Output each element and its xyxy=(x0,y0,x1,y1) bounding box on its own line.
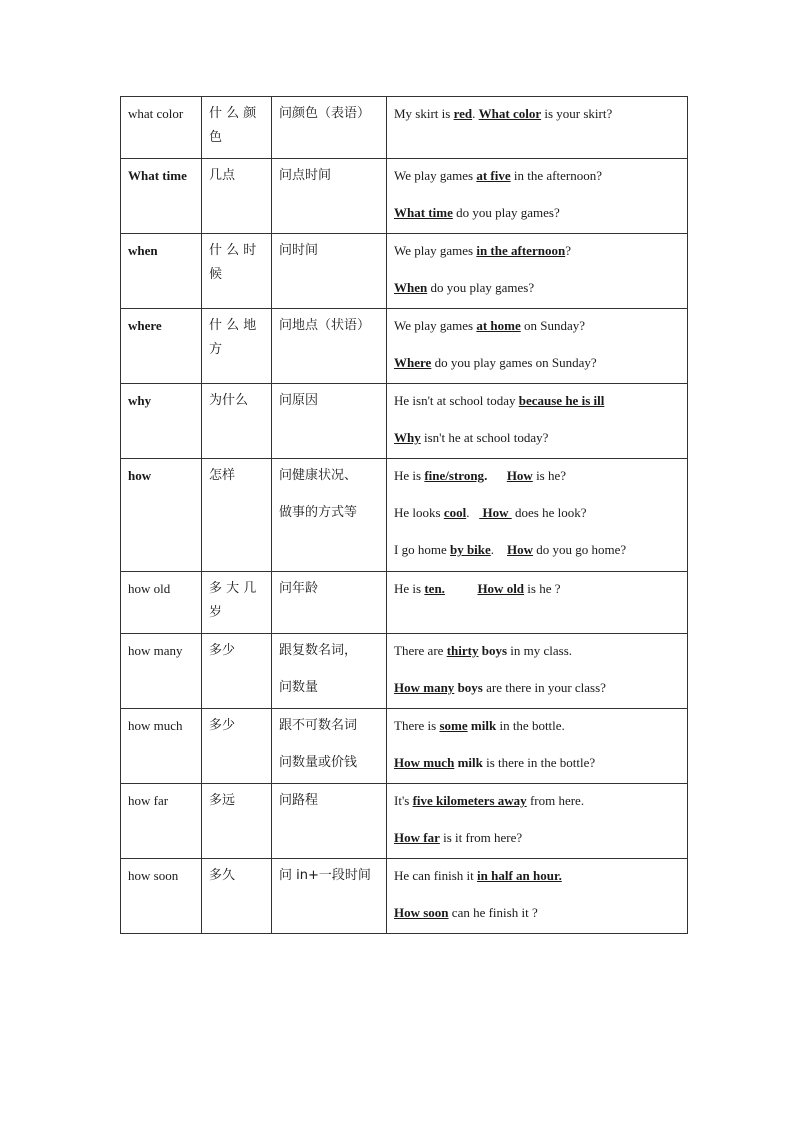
table-row xyxy=(121,309,688,384)
example-sentence xyxy=(394,826,681,850)
table-body xyxy=(121,97,688,934)
table-row xyxy=(121,234,688,309)
answer-highlight: some xyxy=(439,718,468,733)
sentence-text: He can finish it xyxy=(394,868,478,883)
sentence-text: in the bottle. xyxy=(496,718,565,733)
bold-word: milk xyxy=(467,718,497,733)
sentence-text: We play games xyxy=(394,243,477,258)
example-sentence xyxy=(394,314,681,338)
table-row xyxy=(121,634,688,709)
answer-highlight: thirty xyxy=(446,643,479,658)
usage-text: 问地点（状语） xyxy=(279,318,371,333)
table-row xyxy=(121,784,688,859)
usage-cell xyxy=(272,784,387,859)
bold-word: boys xyxy=(478,643,508,658)
example-sentence xyxy=(394,901,681,925)
example-sentence xyxy=(394,538,681,562)
table-row xyxy=(121,159,688,234)
question-word: What time xyxy=(128,168,187,183)
question-word-cell xyxy=(121,384,202,459)
usage-cell xyxy=(272,634,387,709)
chinese-meaning: 多远 xyxy=(209,793,236,808)
example-cell xyxy=(387,709,688,784)
sentence-text: is there in the bottle? xyxy=(482,755,596,770)
sentence-text: He looks xyxy=(394,505,444,520)
usage-cell xyxy=(272,572,387,634)
usage-cell xyxy=(272,234,387,309)
table-row xyxy=(121,572,688,634)
sentence-text: are there in your class? xyxy=(482,680,606,695)
example-cell xyxy=(387,784,688,859)
sentence-text: . xyxy=(472,106,479,121)
sentence-text: . xyxy=(490,542,508,557)
chinese-meaning: 多 大 几 xyxy=(209,581,257,596)
answer-highlight: in the afternoon xyxy=(476,243,566,258)
usage-cell xyxy=(272,459,387,572)
example-sentence xyxy=(394,239,681,263)
example-sentence xyxy=(394,676,681,700)
example-cell xyxy=(387,572,688,634)
question-word: how much xyxy=(128,718,183,733)
chinese-meaning: 多少 xyxy=(209,643,236,658)
chinese-meaning-cell xyxy=(202,234,272,309)
answer-highlight: cool xyxy=(443,505,467,520)
question-word-cell xyxy=(121,634,202,709)
bold-word: . xyxy=(484,468,488,483)
answer-highlight: Where xyxy=(394,355,432,370)
chinese-meaning: 多久 xyxy=(209,868,236,883)
chinese-meaning-cell xyxy=(202,859,272,934)
chinese-meaning: 岁 xyxy=(209,605,223,620)
sentence-text: He isn't at school today xyxy=(394,393,519,408)
table-row xyxy=(121,859,688,934)
usage-cell xyxy=(272,709,387,784)
answer-highlight: How xyxy=(507,542,534,557)
question-word-cell xyxy=(121,709,202,784)
example-cell xyxy=(387,159,688,234)
bold-word: milk xyxy=(454,755,483,770)
answer-highlight: because he is ill xyxy=(518,393,605,408)
example-sentence xyxy=(394,714,681,738)
example-cell xyxy=(387,459,688,572)
usage-text: 问年龄 xyxy=(279,581,319,596)
sentence-text: isn't he at school today? xyxy=(420,430,549,445)
sentence-text: is he ? xyxy=(524,581,561,596)
usage-cell xyxy=(272,859,387,934)
example-sentence xyxy=(394,639,681,663)
example-sentence xyxy=(394,351,681,375)
sentence-text: We play games xyxy=(394,318,477,333)
question-word-cell xyxy=(121,159,202,234)
example-sentence xyxy=(394,426,681,450)
example-cell xyxy=(387,634,688,709)
sentence-text: . xyxy=(466,505,480,520)
sentence-text: He is xyxy=(394,581,425,596)
line-gap xyxy=(279,488,380,501)
chinese-meaning: 什 么 地 xyxy=(209,318,257,333)
example-sentence xyxy=(394,864,681,888)
answer-highlight: five kilometers away xyxy=(412,793,527,808)
line-gap xyxy=(394,738,681,751)
chinese-meaning-cell xyxy=(202,459,272,572)
answer-highlight: What color xyxy=(478,106,542,121)
bold-word: boys xyxy=(454,680,483,695)
usage-cell xyxy=(272,159,387,234)
sentence-text: do you play games on Sunday? xyxy=(431,355,597,370)
chinese-meaning-cell xyxy=(202,634,272,709)
usage-text: 问 in+一段时间 xyxy=(279,868,371,883)
answer-highlight: How many xyxy=(394,680,455,695)
line-gap xyxy=(394,413,681,426)
sentence-text: There is xyxy=(394,718,440,733)
example-sentence xyxy=(394,501,681,525)
sentence-text: is your skirt? xyxy=(541,106,613,121)
sentence-text: I go home xyxy=(394,542,450,557)
sentence-text: from here. xyxy=(526,793,585,808)
chinese-meaning-cell xyxy=(202,97,272,159)
usage-cell xyxy=(272,97,387,159)
chinese-meaning: 方 xyxy=(209,342,223,357)
question-word-cell xyxy=(121,234,202,309)
line-gap xyxy=(394,813,681,826)
answer-highlight: When xyxy=(394,280,428,295)
example-sentence xyxy=(394,789,681,813)
sentence-text: in my class. xyxy=(507,643,573,658)
sentence-text: is it from here? xyxy=(439,830,523,845)
chinese-meaning-cell xyxy=(202,309,272,384)
sentence-text xyxy=(445,581,478,596)
example-cell xyxy=(387,97,688,159)
chinese-meaning: 几点 xyxy=(209,168,236,183)
usage-cell xyxy=(272,309,387,384)
answer-highlight: How xyxy=(506,468,533,483)
chinese-meaning-cell xyxy=(202,159,272,234)
answer-highlight: by bike xyxy=(449,542,491,557)
sentence-text: do you go home? xyxy=(533,542,627,557)
question-word-cell xyxy=(121,309,202,384)
usage-text: 问颜色（表语） xyxy=(279,106,371,121)
sentence-text xyxy=(487,468,507,483)
question-word: why xyxy=(128,393,152,408)
answer-highlight: How far xyxy=(394,830,440,845)
chinese-meaning-cell xyxy=(202,384,272,459)
chinese-meaning: 什 么 颜 xyxy=(209,106,257,121)
line-gap xyxy=(394,888,681,901)
chinese-meaning: 什 么 时 xyxy=(209,243,257,258)
sentence-text: ? xyxy=(565,243,571,258)
line-gap xyxy=(279,663,380,676)
example-sentence xyxy=(394,102,681,126)
question-word-cell xyxy=(121,97,202,159)
answer-highlight: in half an hour. xyxy=(477,868,562,883)
line-gap xyxy=(394,188,681,201)
table-row xyxy=(121,384,688,459)
question-word: where xyxy=(128,318,162,333)
answer-highlight: How xyxy=(479,505,512,520)
example-sentence xyxy=(394,464,681,488)
sentence-text: does he look? xyxy=(511,505,587,520)
question-word: how many xyxy=(128,643,183,658)
question-word: how old xyxy=(128,581,171,596)
line-gap xyxy=(394,525,681,538)
example-sentence xyxy=(394,389,681,413)
sentence-text: do you play games? xyxy=(452,205,560,220)
example-sentence xyxy=(394,577,681,601)
sentence-text: We play games xyxy=(394,168,477,183)
usage-text: 问时间 xyxy=(279,243,319,258)
question-word-table xyxy=(120,96,688,934)
usage-text: 跟不可数名词 xyxy=(279,718,358,733)
example-sentence xyxy=(394,164,681,188)
answer-highlight: at home xyxy=(476,318,521,333)
sentence-text: My skirt is xyxy=(394,106,454,121)
chinese-meaning: 多少 xyxy=(209,718,236,733)
question-word: how soon xyxy=(128,868,179,883)
line-gap xyxy=(394,338,681,351)
sentence-text: on Sunday? xyxy=(520,318,586,333)
question-word: how far xyxy=(128,793,169,808)
answer-highlight: What time xyxy=(394,205,453,220)
table-row xyxy=(121,709,688,784)
example-cell xyxy=(387,234,688,309)
answer-highlight: at five xyxy=(476,168,511,183)
question-word: what color xyxy=(128,106,184,121)
usage-text: 跟复数名词， xyxy=(279,643,358,658)
usage-text: 问数量 xyxy=(279,680,319,695)
question-word-cell xyxy=(121,784,202,859)
sentence-text: He is xyxy=(394,468,425,483)
sentence-text: There are xyxy=(394,643,447,658)
sentence-text: It's xyxy=(394,793,413,808)
answer-highlight: red xyxy=(453,106,473,121)
table-row xyxy=(121,97,688,159)
question-word: when xyxy=(128,243,158,258)
answer-highlight: How old xyxy=(477,581,525,596)
usage-text: 问健康状况、 xyxy=(279,468,358,483)
example-sentence xyxy=(394,276,681,300)
line-gap xyxy=(394,663,681,676)
example-cell xyxy=(387,859,688,934)
answer-highlight: fine/strong xyxy=(424,468,485,483)
sentence-text: can he finish it ? xyxy=(448,905,538,920)
line-gap xyxy=(279,738,380,751)
chinese-meaning: 色 xyxy=(209,130,223,145)
usage-cell xyxy=(272,384,387,459)
usage-text: 做事的方式等 xyxy=(279,505,358,520)
answer-highlight: How soon xyxy=(394,905,449,920)
usage-text: 问点时间 xyxy=(279,168,332,183)
sentence-text: in the afternoon? xyxy=(510,168,602,183)
sentence-text: do you play games? xyxy=(427,280,535,295)
chinese-meaning-cell xyxy=(202,572,272,634)
question-word-cell xyxy=(121,572,202,634)
example-sentence xyxy=(394,201,681,225)
usage-text: 问数量或价钱 xyxy=(279,755,358,770)
sentence-text: is he? xyxy=(532,468,567,483)
line-gap xyxy=(394,488,681,501)
table-row xyxy=(121,459,688,572)
answer-highlight: Why xyxy=(394,430,421,445)
answer-highlight: How much xyxy=(394,755,455,770)
question-word: how xyxy=(128,468,152,483)
question-word-cell xyxy=(121,459,202,572)
usage-text: 问路程 xyxy=(279,793,319,808)
question-word-cell xyxy=(121,859,202,934)
chinese-meaning: 为什么 xyxy=(209,393,249,408)
usage-text: 问原因 xyxy=(279,393,319,408)
answer-highlight: ten. xyxy=(424,581,445,596)
chinese-meaning-cell xyxy=(202,709,272,784)
chinese-meaning-cell xyxy=(202,784,272,859)
example-cell xyxy=(387,309,688,384)
example-cell xyxy=(387,384,688,459)
example-sentence xyxy=(394,751,681,775)
chinese-meaning: 怎样 xyxy=(209,468,236,483)
chinese-meaning: 候 xyxy=(209,267,223,282)
line-gap xyxy=(394,263,681,276)
